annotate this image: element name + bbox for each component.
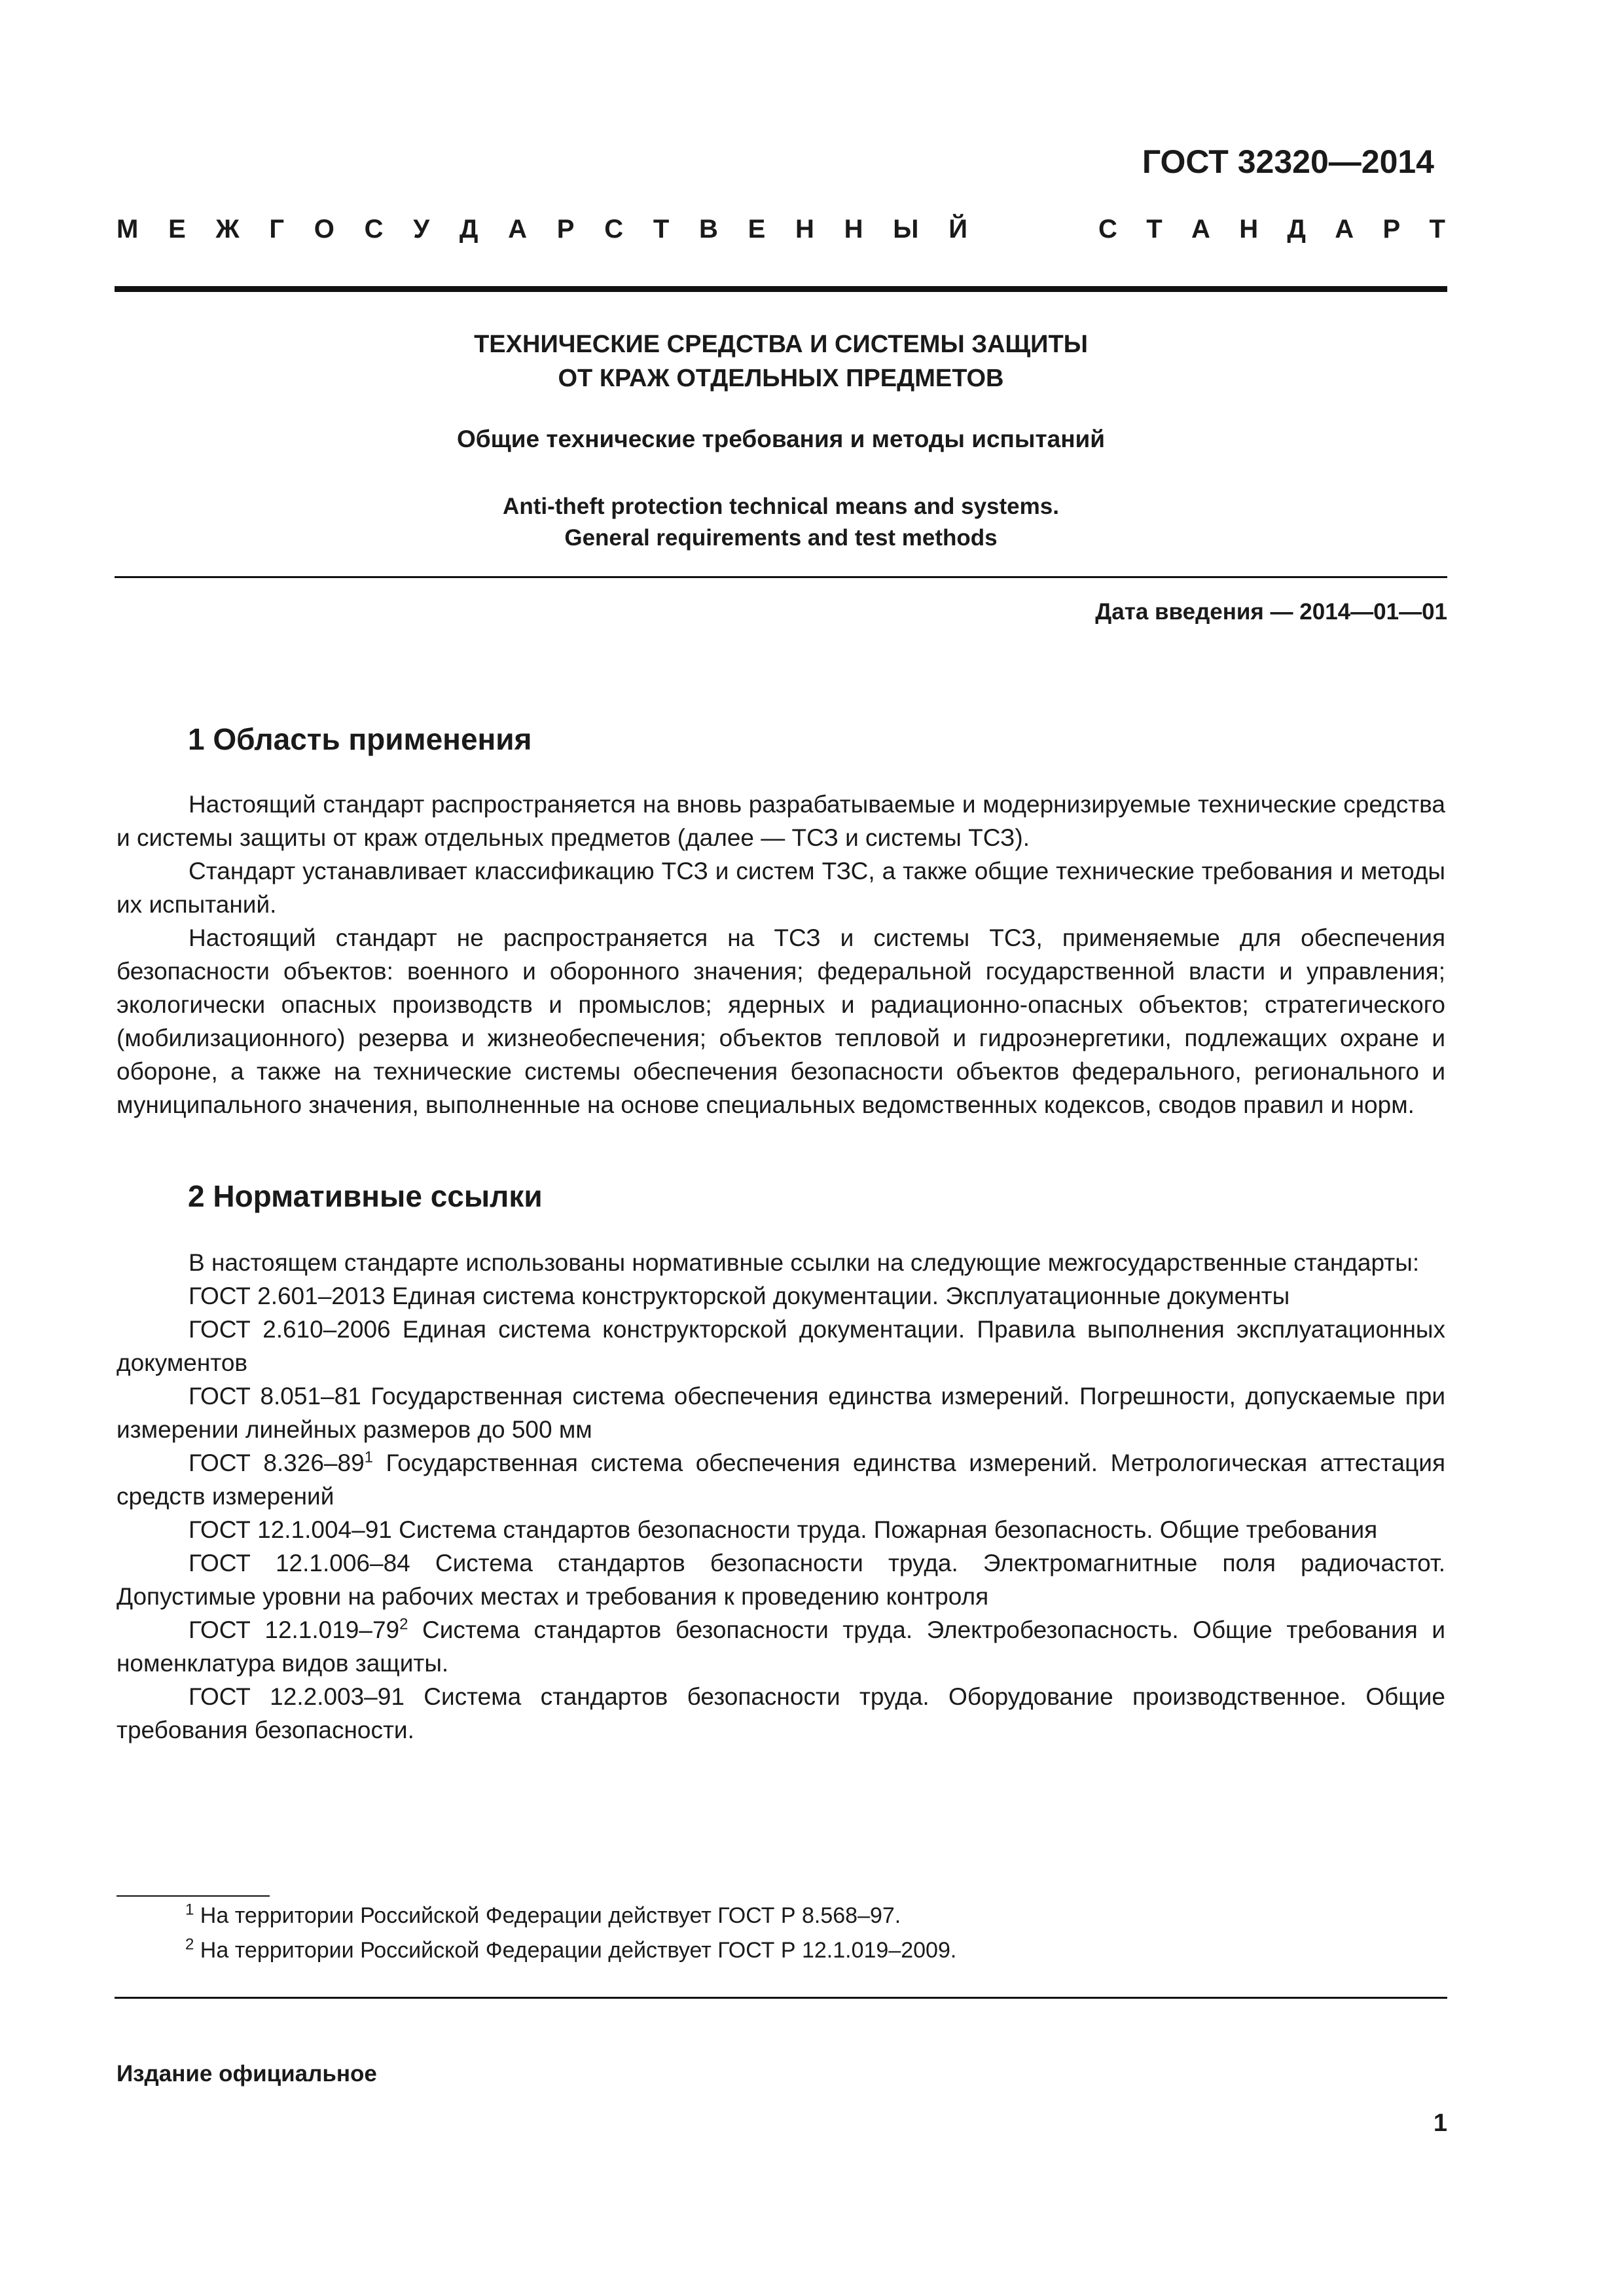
banner-letter: Д (1287, 215, 1306, 244)
english-title-line: Anti-theft protection technical means and systems. (503, 494, 1059, 519)
section-2-body (117, 1246, 1445, 1747)
banner-letter: Й (948, 215, 967, 244)
reference-item (117, 1446, 1445, 1513)
interstate-standard-banner (117, 215, 1445, 244)
reference-item: ГОСТ 12.1.004–91 Система стандартов безопасности труда. Пожарная безопасность. Общие требования (189, 1516, 1378, 1543)
document-title (115, 327, 1447, 395)
title-bottom-rule (115, 576, 1447, 578)
banner-letter: Р (1382, 215, 1401, 244)
banner-letter: А (1335, 215, 1354, 244)
title-line: ТЕХНИЧЕСКИЕ СРЕДСТВА И СИСТЕМЫ ЗАЩИТЫ (474, 331, 1088, 358)
paragraph: Настоящий стандарт не распространяется на ТСЗ и системы ТСЗ, применяемые для обеспечения безопасности объектов: военного и оборонного значения; федеральной государственной власти и управления; экологически опасных производств и промыслов; ядерных и радиационно-опасных объектов; стратегического (мобилизационного) резерва и жизнеобеспечения; объектов тепловой и гидроэнергетики, подлежащих охране и обороне, а также на технические системы обеспечения безопасности объектов федерального, регионального и муниципального значения, выполненные на основе специальных ведомственных кодексов, сводов правил и норм. (117, 924, 1445, 1118)
section-1-body (117, 788, 1445, 1121)
banner-letter: М (117, 215, 139, 244)
paragraph: В настоящем стандарте использованы нормативные ссылки на следующие межгосударственные стандарты: (189, 1249, 1420, 1276)
banner-letter: Г (269, 215, 285, 244)
reference-item: ГОСТ 8.051–81 Государственная система обеспечения единства измерений. Погрешности, допускаемые при измерении линейных размеров до 500 мм (117, 1383, 1445, 1443)
banner-letter: Р (556, 215, 575, 244)
footer-rule (115, 1997, 1447, 1999)
official-edition-label: Издание официальное (117, 2061, 377, 2086)
banner-letter: Т (653, 215, 670, 244)
banner-letter: Ж (215, 215, 240, 244)
footnote-separator (117, 1895, 270, 1897)
banner-letter: Т (1429, 215, 1445, 244)
banner-letter: С (364, 215, 384, 244)
footnote (185, 1900, 901, 1931)
paragraph: Стандарт устанавливает классификацию ТСЗ и систем ТЗС, а также общие технические требования и методы их испытаний. (117, 858, 1445, 918)
english-title-line: General requirements and test methods (564, 525, 998, 551)
banner-letter: Д (459, 215, 478, 244)
standard-number: ГОСТ 32320—2014 (1142, 143, 1434, 180)
reference-item: ГОСТ 2.601–2013 Единая система конструкторской документации. Эксплуатационные документы (189, 1283, 1290, 1309)
reference-item: ГОСТ 12.1.006–84 Система стандартов безопасности труда. Электромагнитные поля радиочастот. Допустимые уровни на рабочих местах и требования к проведению контроля (117, 1550, 1445, 1610)
banner-letter: В (698, 215, 718, 244)
banner-right-word (1098, 215, 1445, 244)
paragraph: Настоящий стандарт распространяется на вновь разрабатываемые и модернизируемые технические средства и системы защиты от краж отдельных предметов (далее — ТСЗ и системы ТСЗ). (117, 791, 1445, 851)
banner-letter: С (1098, 215, 1117, 244)
section-1-heading: 1 Область применения (188, 722, 532, 756)
banner-letter: Н (1239, 215, 1259, 244)
reference-code: ГОСТ 8.326–89 (189, 1449, 365, 1476)
banner-letter: Е (748, 215, 766, 244)
english-title (115, 491, 1447, 554)
page-number: 1 (1433, 2109, 1447, 2137)
header-thick-rule (115, 286, 1447, 292)
footnote-ref[interactable]: 1 (364, 1448, 374, 1467)
banner-letter: А (1191, 215, 1210, 244)
footnote-number: 2 (185, 1935, 194, 1954)
title-line: ОТ КРАЖ ОТДЕЛЬНЫХ ПРЕДМЕТОВ (558, 365, 1004, 392)
footnote (185, 1935, 956, 1966)
banner-letter: Н (844, 215, 863, 244)
reference-code: ГОСТ 12.1.019–79 (189, 1616, 400, 1643)
section-2-heading: 2 Нормативные ссылки (188, 1179, 543, 1213)
footnote-text: На территории Российской Федерации действует ГОСТ Р 8.568–97. (194, 1903, 901, 1928)
banner-letter: Т (1146, 215, 1163, 244)
reference-item (117, 1613, 1445, 1680)
reference-text: Государственная система обеспечения единства измерений. Метрологическая аттестация средств измерений (117, 1449, 1445, 1510)
banner-letter: С (604, 215, 624, 244)
reference-item: ГОСТ 2.610–2006 Единая система конструкторской документации. Правила выполнения эксплуатационных документов (117, 1316, 1445, 1376)
banner-left-word (117, 215, 967, 244)
footnote-ref[interactable]: 2 (399, 1615, 408, 1633)
footnote-text: На территории Российской Федерации действует ГОСТ Р 12.1.019–2009. (194, 1938, 957, 1963)
banner-letter: О (314, 215, 334, 244)
banner-letter: У (413, 215, 430, 244)
reference-item: ГОСТ 12.2.003–91 Система стандартов безопасности труда. Оборудование производственное. Общие требования безопасности. (117, 1683, 1445, 1743)
reference-text: Система стандартов безопасности труда. Электробезопасность. Общие требования и номенклатура видов защиты. (117, 1616, 1445, 1677)
footnote-number: 1 (185, 1901, 194, 1919)
banner-letter: Ы (893, 215, 919, 244)
banner-letter: Е (168, 215, 186, 244)
date-of-introduction: Дата введения — 2014—01—01 (1095, 599, 1447, 625)
banner-letter: Н (795, 215, 814, 244)
document-subtitle: Общие технические требования и методы испытаний (456, 426, 1106, 452)
banner-letter: А (508, 215, 528, 244)
